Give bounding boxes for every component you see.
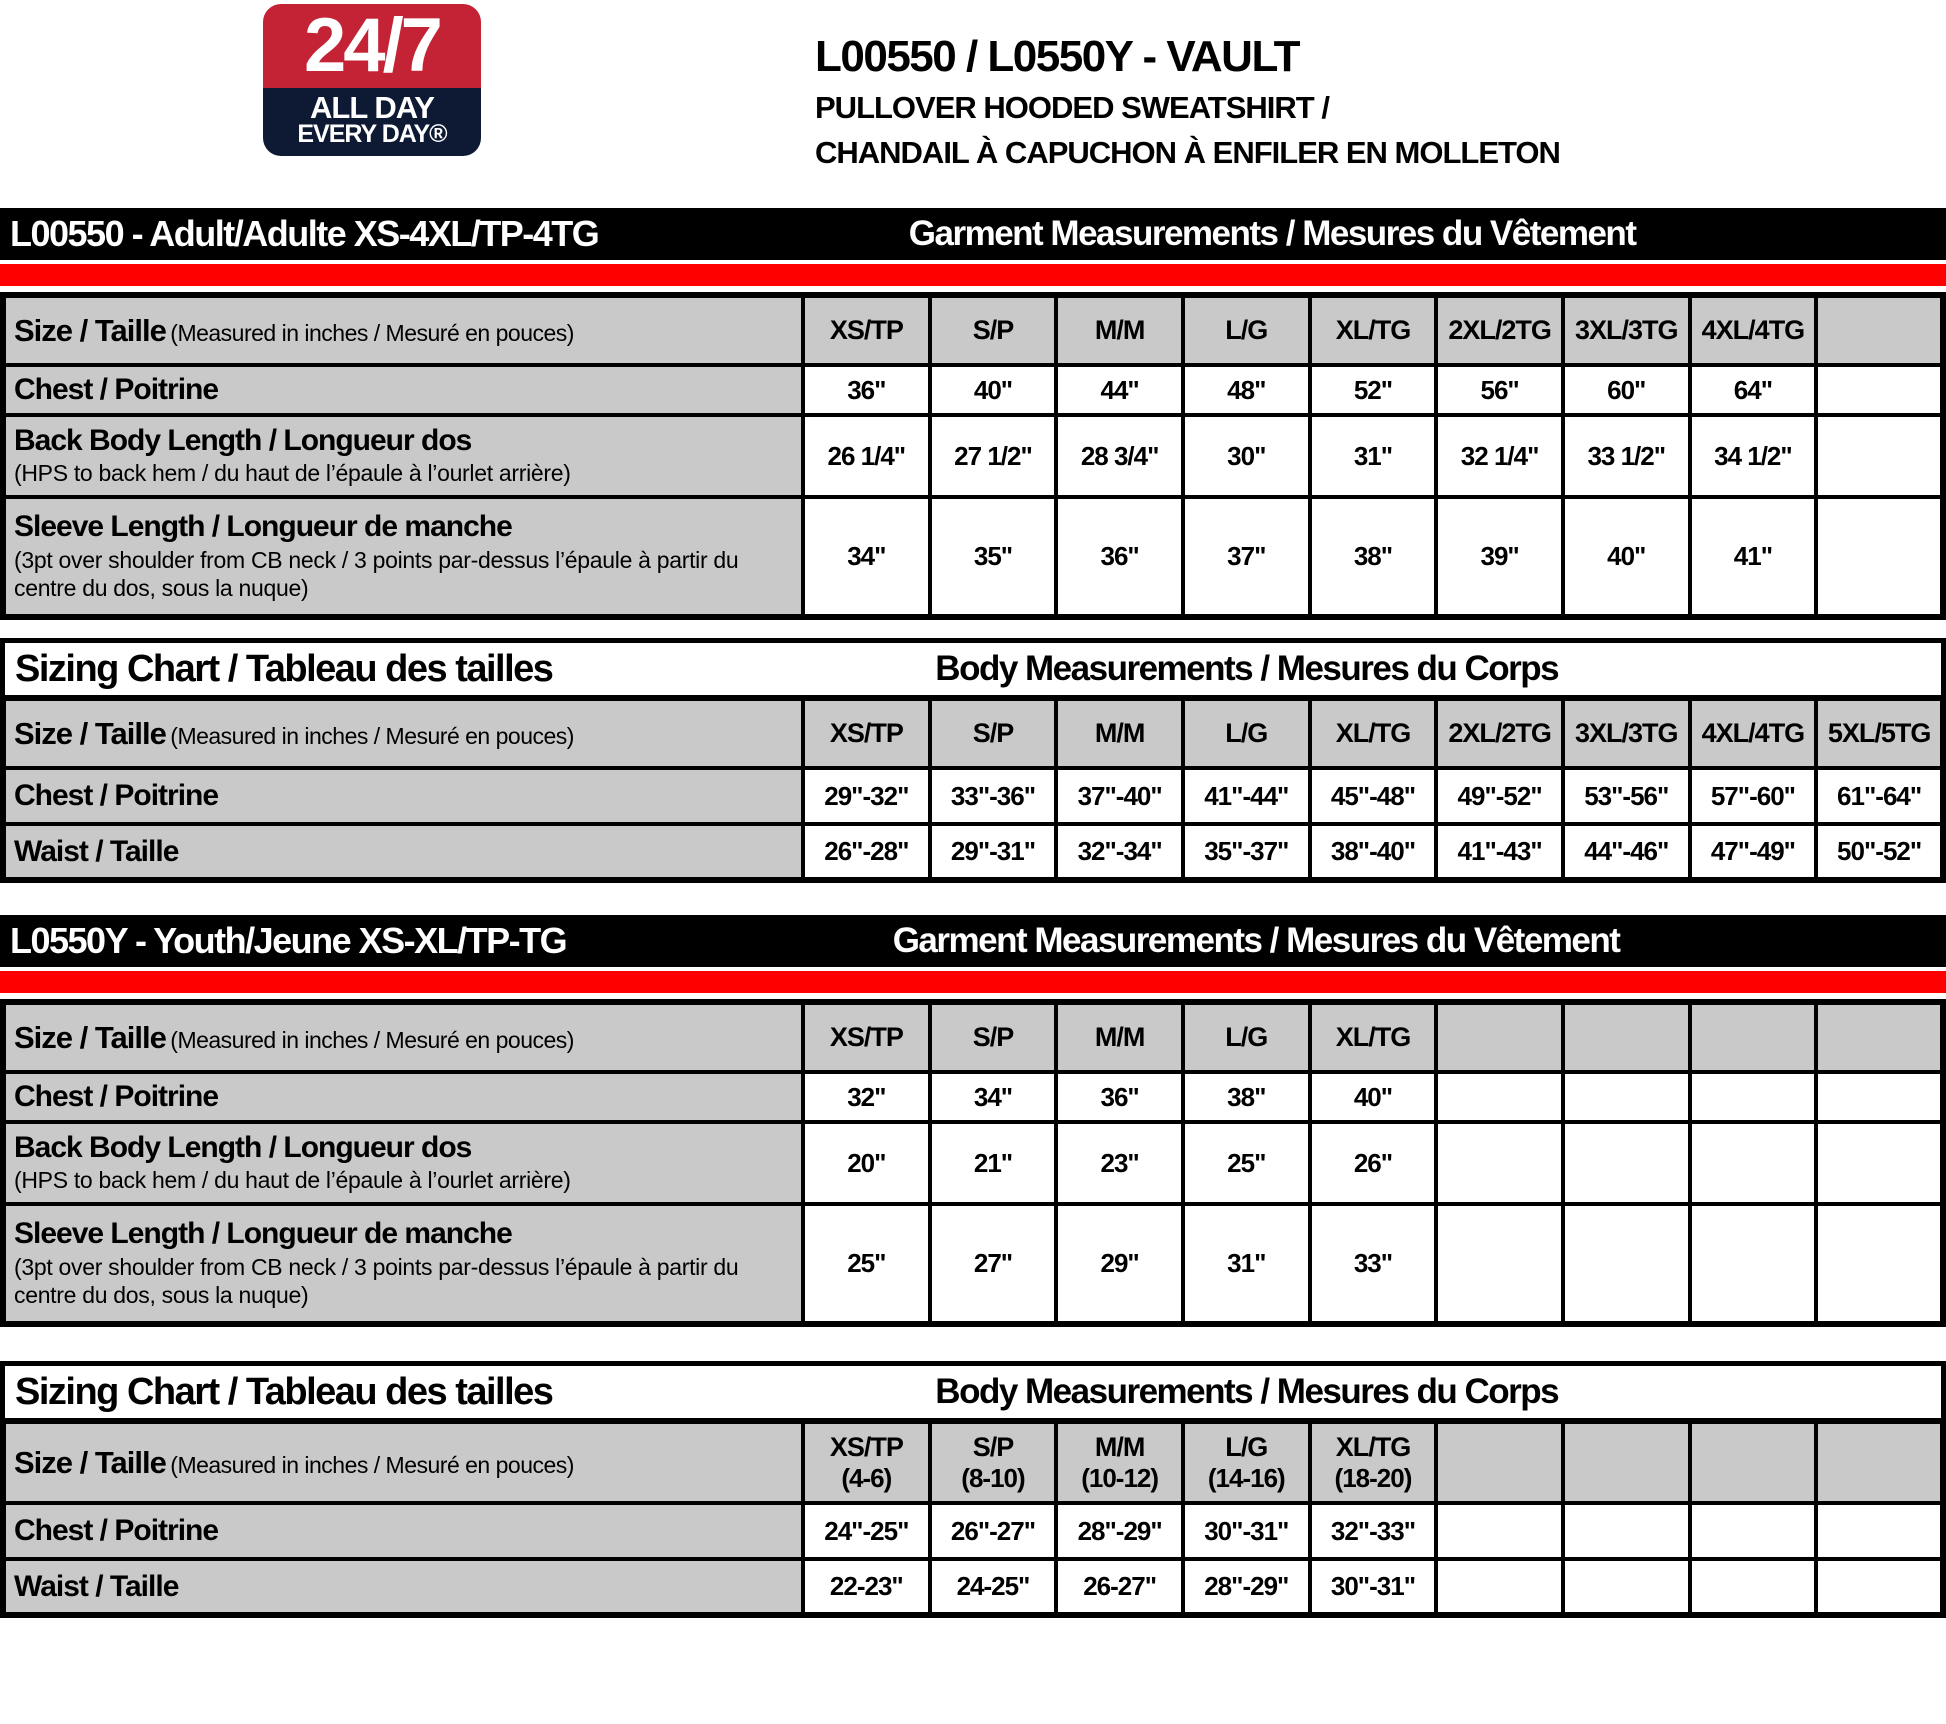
value-cell xyxy=(1563,1559,1690,1615)
measurements-table xyxy=(0,1418,1946,1618)
band-left-title: Sizing Chart / Tableau des tailles xyxy=(15,647,553,690)
size-column-header xyxy=(1816,295,1943,365)
value-cell: 32"-34" xyxy=(1056,824,1183,880)
size-column-header: 5XL/5TG xyxy=(1816,698,1943,768)
value-cell xyxy=(1436,1559,1563,1615)
size-label: Size / Taille xyxy=(14,312,166,348)
value-cell: 44" xyxy=(1056,365,1183,415)
measurement-row xyxy=(3,824,1943,880)
value-cell: 39" xyxy=(1436,497,1563,617)
value-cell: 57"-60" xyxy=(1690,768,1817,824)
row-label: Back Body Length / Longueur dos xyxy=(14,423,472,457)
value-cell xyxy=(1690,1503,1817,1559)
value-cell: 21" xyxy=(930,1122,1057,1204)
size-column-header: XS/TP xyxy=(803,1002,930,1072)
row-label-cell xyxy=(3,1559,803,1615)
measurements-table xyxy=(0,292,1946,620)
row-label-cell xyxy=(3,1072,803,1122)
value-cell: 35" xyxy=(930,497,1057,617)
value-cell: 35"-37" xyxy=(1183,824,1310,880)
column-age-range-text: (4-6) xyxy=(841,1462,892,1493)
size-column-header: XS/TP xyxy=(803,295,930,365)
row-label: Chest / Poitrine xyxy=(14,779,219,813)
value-cell: 26"-27" xyxy=(930,1503,1057,1559)
size-column-header: S/P xyxy=(930,698,1057,768)
size-label-cell xyxy=(3,1421,803,1503)
size-column-header: 2XL/2TG xyxy=(1436,698,1563,768)
measurement-row xyxy=(3,1559,1943,1615)
value-cell: 30"-31" xyxy=(1310,1559,1437,1615)
measurement-row xyxy=(3,1503,1943,1559)
value-cell: 33" xyxy=(1310,1204,1437,1324)
logo-24-7-text: 24/7 xyxy=(304,4,440,88)
value-cell xyxy=(1563,1204,1690,1324)
value-cell: 38" xyxy=(1183,1072,1310,1122)
value-cell: 28"-29" xyxy=(1183,1559,1310,1615)
size-column-header: S/P xyxy=(930,295,1057,365)
value-cell: 38"-40" xyxy=(1310,824,1437,880)
value-cell xyxy=(1436,1072,1563,1122)
value-cell: 26"-28" xyxy=(803,824,930,880)
row-label: Waist / Taille xyxy=(14,834,179,868)
value-cell: 25" xyxy=(1183,1122,1310,1204)
band-right-title: Body Measurements / Mesures du Corps xyxy=(935,1372,1559,1411)
column-age-range-text: (8-10) xyxy=(961,1462,1025,1493)
size-column-header xyxy=(1436,1421,1563,1503)
value-cell: 32" xyxy=(803,1072,930,1122)
value-cell xyxy=(1816,1559,1943,1615)
size-note: (Measured in inches / Mesuré en pouces) xyxy=(170,1026,574,1053)
value-cell: 47"-49" xyxy=(1690,824,1817,880)
size-column-header: XL/TG xyxy=(1310,295,1437,365)
size-label-cell xyxy=(3,295,803,365)
size-column-header xyxy=(1690,1002,1817,1072)
size-column-header: XS/TP xyxy=(803,698,930,768)
size-column-header xyxy=(1310,1421,1437,1503)
size-label: Size / Taille xyxy=(14,1019,166,1055)
value-cell: 24"-25" xyxy=(803,1503,930,1559)
size-column-header xyxy=(1690,1421,1817,1503)
value-cell: 33"-36" xyxy=(930,768,1057,824)
size-column-header: M/M xyxy=(1056,1002,1183,1072)
logo-all-day-text: ALL DAY xyxy=(310,90,434,126)
value-cell xyxy=(1816,415,1943,497)
size-column-header xyxy=(1183,1421,1310,1503)
red-stripe xyxy=(0,971,1946,993)
measurements-table xyxy=(0,999,1946,1327)
size-label-cell xyxy=(3,698,803,768)
value-cell: 24-25" xyxy=(930,1559,1057,1615)
value-cell: 44"-46" xyxy=(1563,824,1690,880)
value-cell: 34" xyxy=(930,1072,1057,1122)
value-cell: 61"-64" xyxy=(1816,768,1943,824)
column-age-range-text: (10-12) xyxy=(1081,1462,1159,1493)
value-cell: 50"-52" xyxy=(1816,824,1943,880)
size-column-header xyxy=(1816,1002,1943,1072)
value-cell: 45"-48" xyxy=(1310,768,1437,824)
logo-every-day-text: EVERY DAY® xyxy=(297,119,447,148)
size-note: (Measured in inches / Mesuré en pouces) xyxy=(170,319,574,346)
size-column-header xyxy=(1563,1421,1690,1503)
value-cell xyxy=(1816,1122,1943,1204)
value-cell xyxy=(1690,1072,1817,1122)
size-column-header: M/M xyxy=(1056,295,1183,365)
value-cell xyxy=(1816,365,1943,415)
value-cell: 20" xyxy=(803,1122,930,1204)
section-4 xyxy=(0,1361,1946,1618)
size-label: Size / Taille xyxy=(14,715,166,751)
row-note: (HPS to back hem / du haut de l’épaule à l’ourlet arrière) xyxy=(14,460,571,487)
row-note: (3pt over shoulder from CB neck / 3 points par-dessus l’épaule à partir du centre du dos, sous la nuque) xyxy=(14,546,739,602)
value-cell: 37" xyxy=(1183,497,1310,617)
value-cell xyxy=(1816,1503,1943,1559)
row-label: Chest / Poitrine xyxy=(14,373,219,407)
value-cell: 32 1/4" xyxy=(1436,415,1563,497)
measurement-row xyxy=(3,1072,1943,1122)
row-label: Sleeve Length / Longueur de manche xyxy=(14,1216,512,1250)
measurements-table xyxy=(0,695,1946,883)
size-column-header: 3XL/3TG xyxy=(1563,295,1690,365)
size-column-header: L/G xyxy=(1183,295,1310,365)
value-cell: 31" xyxy=(1310,415,1437,497)
row-label: Waist / Taille xyxy=(14,1569,179,1603)
measurement-row xyxy=(3,768,1943,824)
value-cell: 30"-31" xyxy=(1183,1503,1310,1559)
row-note: (HPS to back hem / du haut de l’épaule à l’ourlet arrière) xyxy=(14,1167,571,1194)
value-cell xyxy=(1816,1072,1943,1122)
value-cell xyxy=(1436,1122,1563,1204)
band-left-title: L00550 - Adult/Adulte XS-4XL/TP-4TG xyxy=(10,213,599,254)
row-label-cell xyxy=(3,415,803,497)
band-left-title: L0550Y - Youth/Jeune XS-XL/TP-TG xyxy=(10,920,567,961)
product-title: L00550 / L0550Y - VAULT xyxy=(815,32,1299,81)
value-cell xyxy=(1563,1072,1690,1122)
measurement-row xyxy=(3,497,1943,617)
value-cell: 41" xyxy=(1690,497,1817,617)
value-cell: 60" xyxy=(1563,365,1690,415)
value-cell: 29"-31" xyxy=(930,824,1057,880)
row-label-cell xyxy=(3,365,803,415)
band-right-title: Garment Measurements / Mesures du Vêtement xyxy=(892,921,1620,960)
size-column-header: L/G xyxy=(1183,1002,1310,1072)
value-cell: 40" xyxy=(930,365,1057,415)
section-title-band xyxy=(0,915,1946,967)
row-label-cell xyxy=(3,768,803,824)
row-label: Chest / Poitrine xyxy=(14,1514,219,1548)
value-cell xyxy=(1436,1503,1563,1559)
size-column-header: 3XL/3TG xyxy=(1563,698,1690,768)
size-column-header: 2XL/2TG xyxy=(1436,295,1563,365)
value-cell xyxy=(1816,497,1943,617)
value-cell: 36" xyxy=(1056,497,1183,617)
sections xyxy=(0,208,1946,1618)
value-cell: 32"-33" xyxy=(1310,1503,1437,1559)
column-size-text: XL/TG xyxy=(1335,1431,1411,1462)
size-column-header xyxy=(1816,1421,1943,1503)
measurement-row xyxy=(3,365,1943,415)
value-cell xyxy=(1563,1122,1690,1204)
column-size-text: L/G xyxy=(1225,1431,1268,1462)
value-cell: 38" xyxy=(1310,497,1437,617)
sizing-chart-band xyxy=(0,1361,1946,1418)
value-cell: 29" xyxy=(1056,1204,1183,1324)
value-cell: 27" xyxy=(930,1204,1057,1324)
value-cell: 64" xyxy=(1690,365,1817,415)
row-label-cell xyxy=(3,1122,803,1204)
value-cell: 28"-29" xyxy=(1056,1503,1183,1559)
value-cell: 25" xyxy=(803,1204,930,1324)
value-cell: 31" xyxy=(1183,1204,1310,1324)
row-label-cell xyxy=(3,1503,803,1559)
size-header-row xyxy=(3,1002,1943,1072)
value-cell: 23" xyxy=(1056,1122,1183,1204)
value-cell: 40" xyxy=(1310,1072,1437,1122)
size-column-header: XL/TG xyxy=(1310,698,1437,768)
value-cell: 41"-44" xyxy=(1183,768,1310,824)
section-title-band xyxy=(0,208,1946,260)
row-label: Sleeve Length / Longueur de manche xyxy=(14,509,512,543)
value-cell xyxy=(1436,1204,1563,1324)
value-cell: 40" xyxy=(1563,497,1690,617)
sizing-chart-band xyxy=(0,638,1946,695)
value-cell xyxy=(1690,1204,1817,1324)
value-cell: 26" xyxy=(1310,1122,1437,1204)
page-header xyxy=(0,0,1946,208)
size-column-header: 4XL/4TG xyxy=(1690,295,1817,365)
value-cell: 41"-43" xyxy=(1436,824,1563,880)
size-header-row xyxy=(3,698,1943,768)
value-cell: 34 1/2" xyxy=(1690,415,1817,497)
band-left-title: Sizing Chart / Tableau des tailles xyxy=(15,1370,553,1413)
size-note: (Measured in inches / Mesuré en pouces) xyxy=(170,722,574,749)
size-column-header xyxy=(1056,1421,1183,1503)
row-label-cell xyxy=(3,497,803,617)
value-cell: 30" xyxy=(1183,415,1310,497)
measurement-row xyxy=(3,415,1943,497)
brand-logo xyxy=(263,4,481,156)
title-block xyxy=(815,34,1560,169)
value-cell: 49"-52" xyxy=(1436,768,1563,824)
size-label-cell xyxy=(3,1002,803,1072)
value-cell xyxy=(1563,1503,1690,1559)
size-column-header: L/G xyxy=(1183,698,1310,768)
value-cell: 53"-56" xyxy=(1563,768,1690,824)
column-size-text: M/M xyxy=(1094,1431,1145,1462)
product-subtitle-en: PULLOVER HOODED SWEATSHIRT / xyxy=(815,90,1329,126)
row-label: Chest / Poitrine xyxy=(14,1080,219,1114)
value-cell: 36" xyxy=(803,365,930,415)
column-size-text: S/P xyxy=(972,1431,1014,1462)
measurement-row xyxy=(3,1204,1943,1324)
value-cell: 36" xyxy=(1056,1072,1183,1122)
column-age-range-text: (14-16) xyxy=(1207,1462,1285,1493)
measurement-row xyxy=(3,1122,1943,1204)
value-cell: 26-27" xyxy=(1056,1559,1183,1615)
size-header-row xyxy=(3,1421,1943,1503)
value-cell xyxy=(1816,1204,1943,1324)
logo-top-red-panel xyxy=(263,4,481,88)
size-header-row xyxy=(3,295,1943,365)
value-cell: 33 1/2" xyxy=(1563,415,1690,497)
size-label: Size / Taille xyxy=(14,1444,166,1480)
value-cell: 29"-32" xyxy=(803,768,930,824)
value-cell: 37"-40" xyxy=(1056,768,1183,824)
size-column-header xyxy=(803,1421,930,1503)
row-note: (3pt over shoulder from CB neck / 3 points par-dessus l’épaule à partir du centre du dos, sous la nuque) xyxy=(14,1253,739,1309)
size-column-header: M/M xyxy=(1056,698,1183,768)
band-right-title: Body Measurements / Mesures du Corps xyxy=(935,649,1559,688)
value-cell: 34" xyxy=(803,497,930,617)
size-column-header xyxy=(1563,1002,1690,1072)
column-age-range-text: (18-20) xyxy=(1334,1462,1412,1493)
value-cell: 26 1/4" xyxy=(803,415,930,497)
value-cell: 52" xyxy=(1310,365,1437,415)
size-note: (Measured in inches / Mesuré en pouces) xyxy=(170,1451,574,1478)
value-cell: 28 3/4" xyxy=(1056,415,1183,497)
value-cell: 27 1/2" xyxy=(930,415,1057,497)
column-size-text: XS/TP xyxy=(829,1431,903,1462)
size-column-header: S/P xyxy=(930,1002,1057,1072)
value-cell: 22-23" xyxy=(803,1559,930,1615)
section-1 xyxy=(0,208,1946,620)
section-2 xyxy=(0,638,1946,883)
product-subtitle-fr: CHANDAIL À CAPUCHON À ENFILER EN MOLLETON xyxy=(815,134,1560,170)
value-cell xyxy=(1690,1559,1817,1615)
value-cell: 56" xyxy=(1436,365,1563,415)
red-stripe xyxy=(0,264,1946,286)
logo-bottom-navy-panel xyxy=(263,88,481,156)
size-column-header xyxy=(930,1421,1057,1503)
row-label: Back Body Length / Longueur dos xyxy=(14,1130,472,1164)
value-cell: 48" xyxy=(1183,365,1310,415)
band-right-title: Garment Measurements / Mesures du Vêtement xyxy=(908,214,1636,253)
size-column-header xyxy=(1436,1002,1563,1072)
value-cell xyxy=(1690,1122,1817,1204)
row-label-cell xyxy=(3,824,803,880)
size-column-header: XL/TG xyxy=(1310,1002,1437,1072)
section-3 xyxy=(0,915,1946,1327)
row-label-cell xyxy=(3,1204,803,1324)
size-column-header: 4XL/4TG xyxy=(1690,698,1817,768)
